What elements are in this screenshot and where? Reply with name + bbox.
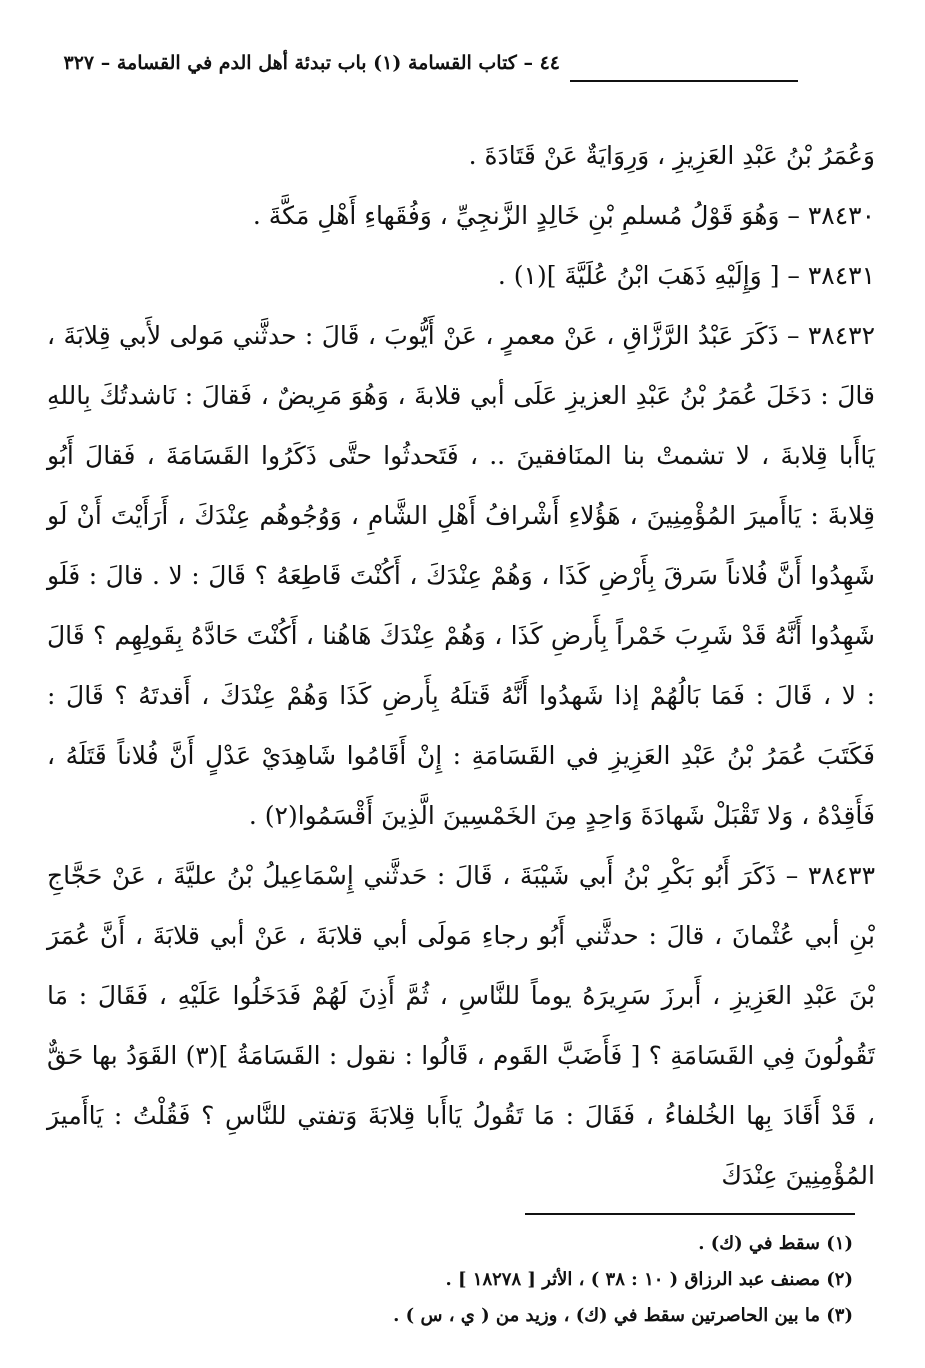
footnote-3: (٣) ما بين الحاصرتين سقط في (ك) ، وزيد من ( ي ، س ) . (393, 1305, 853, 1326)
paragraph-38430: ٣٨٤٣٠ – وَهُوَ قَوْلُ مُسلمِ بْنِ خَالِدٍ الزَّنجِيِّ ، وَفُقَهاءِ أَهْلِ مَكَّةَ . (252, 201, 875, 230)
header-rule (570, 80, 798, 82)
running-header: ٤٤ – كتاب القسامة (١) باب تبدئة أهل الدم في القسامة – ٣٢٧ (63, 52, 560, 74)
text-line-continuation: وَعُمَرُ بْنُ عَبْدِ العَزِيزِ ، وَرِوَايَةٌ عَنْ قَتَادَةَ . (468, 141, 875, 170)
main-text (47, 126, 875, 1206)
footnote-separator (525, 1213, 855, 1215)
footnote-2: (٢) مصنف عبد الرزاق ( ١٠ : ٣٨ ) ، الأثر [ ١٨٢٧٨ ] . (445, 1269, 853, 1290)
paragraph-38433: ٣٨٤٣٣ – ذَكَرَ أَبُو بَكْرِ بْنُ أَبي شَيْبَةَ ، قَالَ : حَدثَّني إِسْمَاعِيلُ بْنُ عليَّةَ ، عَنْ حَجَّاجِ بْنِ أبي عُثْمانَ ، قالَ : حدثَّني أَبُو رجاءِ مَولَى أبي قلابَةَ ، عَنْ أبي قلابَةَ ، أَنَّ عُمَرَ بْنَ عَبْدِ العَزِيزِ ، أَبرزَ سَرِيرَهُ يوماً للنَّاسِ ، ثُمَّ أَذِنَ لَهُمْ فَدَخَلُوا عَلَيْهِ ، فَقَالَ : مَا تَقُولُونَ فِي القَسَامَةِ ؟ [ فَأَضَبَّ القَوم ، قَالُوا : نقول : القَسَامَةُ ](٣) القَوَدُ بها حَقٌّ ، قَدْ أَقَادَ بِها الخُلفاءُ ، فَقَالَ : مَا تَقُولُ يَاأَبا قِلابَةَ وَتفتي للنَّاسِ ؟ فَقُلْتُ : يَاأَميرَ المُؤْمِنِينَ عِنْدَكَ (47, 861, 875, 1190)
paragraph-38431: ٣٨٤٣١ – [ وَإِلَيْهِ ذَهَبَ ابْنُ عُلَيَّةَ ](١) . (497, 261, 875, 290)
footnote-1: (١) سقط في (ك) . (698, 1233, 853, 1254)
footnotes (133, 1226, 853, 1334)
paragraph-38432: ٣٨٤٣٢ – ذَكَرَ عَبْدُ الرَّزَّاقِ ، عَنْ معمرٍ ، عَنْ أَيُّوبَ ، قَالَ : حدثَّني مَولى لأَبي قِلابَةَ ، قالَ : دَخَلَ عُمَرُ بْنُ عَبْدِ العزيزِ عَلَى أبي قلابةَ ، وَهُوَ مَرِيضٌ ، فَقالَ : نَاشدتُكَ بِاللهِ يَاأَبا قِلابةَ ، لا تشمتْ بنا المنَافقينَ .. ، فَتَحدثُوا حتَّى ذَكَرُوا القَسَامَةَ ، فَقالَ أَبُو قِلابةَ : يَاأَميرَ المُؤْمِنِينَ ، هَؤُلاءِ أَشْرافُ أَهْلِ الشَّامِ ، وَوُجُوهُم عِنْدَكَ ، أَرَأَيْتَ أَنْ لَو شَهِدُوا أَنَّ فُلاناً سَرقَ بِأَرْضِ كَذَا ، وَهُمْ عِنْدَكَ ، أَكُنْتَ قَاطِعَهُ ؟ قَالَ : لا . قالَ : فَلَو شَهِدُوا أَنَّهُ قَدْ شَرِبَ خَمْراً بِأَرضِ كَذَا ، وَهُمْ عِنْدَكَ هَاهُنا ، أَكُنْتَ حَادَّهُ بِقَولِهِم ؟ قَالَ : لا ، قَالَ : فَمَا بَالُهُمْ إذا شَهدُوا أَنَّهُ قَتلَهُ بِأَرضِ كَذَا وَهُمْ عِنْدَكَ ، أَقدتَهُ ؟ قَالَ : فَكَتَبَ عُمَرُ بْنُ عَبْدِ العَزِيزِ في القَسَامَةِ : إِنْ أَقَامُوا شَاهِدَيْ عَدْلٍ أَنَّ فُلاناً قَتَلَهُ ، فَأَقِدْهُ ، وَلا تَقْبَلْ شَهادَةَ وَاحِدٍ مِنَ الخَمْسِينَ الَّذِينَ أَقْسَمُوا(٢) . (47, 321, 875, 830)
